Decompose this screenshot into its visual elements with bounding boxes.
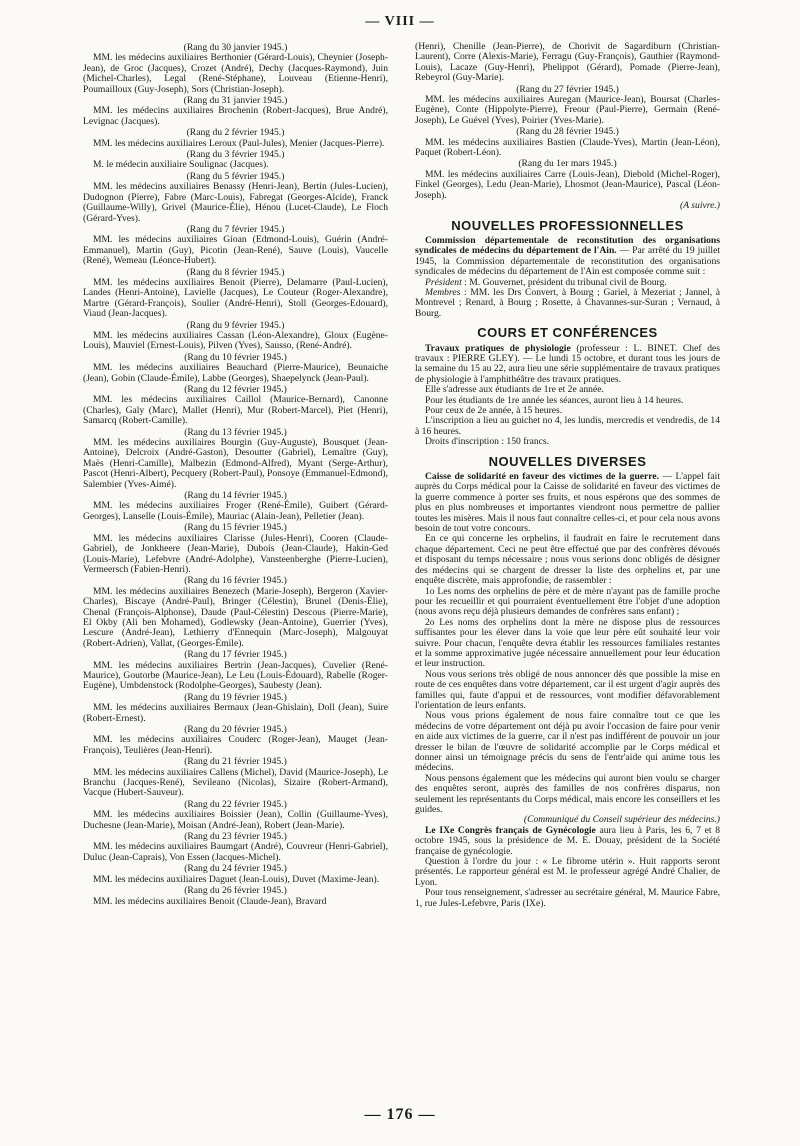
paragraph: MM. les médecins auxiliaires Froger (René-Émile), Guibert (Gérard-Georges), Lanselle (Louis-Émile), Mauriac (Alain-Jean), Pelletier (Jean). [83, 500, 388, 522]
rank-date: (Rang du 8 février 1945.) [186, 266, 285, 278]
paragraph-text: : MM. les Drs Convert, à Bourg ; Gariel, à Mezeriat ; Jannel, à Montrevel ; Renard, à Bourg ; Rosette, à Chavannes-sur-Suran ; Vernaud, à Bourg. [415, 286, 720, 319]
paragraph: M. le médecin auxiliaire Soulignac (Jacques). [93, 159, 269, 171]
paragraph: Droits d'inscription : 150 francs. [425, 436, 550, 448]
paragraph: MM. les médecins auxiliaires Benoit (Pierre), Delamarre (Paul-Lucien), Landes (Henri-Antoine), Lavielle (Jacques), Le Couteur (Roger-Alexandre), Martre (Gérard-François), Soulier (André-Henri), Stoll (Georges-Edouard), Viaud (Jean-Jacques). [83, 276, 388, 320]
rank-date: (Rang du 9 février 1945.) [186, 319, 285, 331]
paragraph: Elle s'adresse aux étudiants de 1re et 2e année. [425, 384, 604, 396]
rank-date: (Rang du 10 février 1945.) [184, 351, 287, 363]
paragraph: MM. les médecins auxiliaires Leroux (Paul-Jules), Menier (Jacques-Pierre). [93, 137, 385, 149]
paragraph: MM. les médecins auxiliaires Boissier (Jean), Collin (Guillaume-Yves), Duchesne (Jean-Marie), Moisan (André-Jean), Robert (Jean-Marie). [83, 809, 388, 831]
paragraph: MM. les médecins auxiliaires Auregan (Maurice-Jean), Boursat (Charles-Eugène), Conte (Hippolyte-Pierre), Freour (Paul-Pierre), Germain (René-Joseph), Le Guével (Yves), Poirier (Yves-Marie). [415, 94, 720, 126]
paragraph: MM. les médecins auxiliaires Couderc (Roger-Jean), Mauget (Jean-François), Teulières (Jean-Henri). [83, 734, 388, 756]
left-column [83, 42, 388, 907]
paragraph: En ce qui concerne les orphelins, il faudrait en faire le recrutement dans chaque département. Ceci ne peut être effectué que par des confrères dévoués et disposant du temps nécessaire ; nous vous serions donc obligés de désigner des médecins qui se chargent de dresser la liste des orphelins et, par une enquête discrète, mais approfondie, de rassembler : [415, 533, 720, 587]
paragraph: MM. les médecins auxiliaires Benoit (Claude-Jean), Bravard [93, 895, 327, 907]
lead-in: Le IXe Congrès français de Gynécologie [425, 824, 596, 836]
rank-date: (Rang du 30 janvier 1945.) [183, 42, 288, 53]
paragraph: (Henri), Chenille (Jean-Pierre), de Chorivit de Sagardiburn (Christian-Laurent), Corre (Alexis-Marie), Ferragu (Guy-François), Gauthier (Raymond-Louis), Lacaze (Guy-Henri), Phelippot (Gérard), Pomade (Pierre-Jean), Rebeyrol (Guy-Marie). [415, 41, 720, 84]
paragraph: Pour ceux de 2e année, à 15 heures. [425, 405, 563, 416]
paragraph: Nous pensons également que les médecins qui auront bien voulu se charger des enquêtes seront, auprès des familles de nos confrères disparus, non seulement les représentants du Corps médical, mais encore les conseillers et les guides. [415, 772, 720, 816]
paragraph [415, 472, 720, 534]
paragraph: MM. les médecins auxiliaires Caillol (Maurice-Bernard), Canonne (Charles), Galy (Marc), Mallet (Henri), Mur (Robert-Marcel), Piet (Henri), Samarcq (Robert-Camille). [83, 394, 388, 427]
paragraph: MM. les médecins auxiliaires Gioan (Edmond-Louis), Guérin (André-Emmanuel), Martin (Guy), Picotin (Jean-René), Sauve (Louis), Vaucelle (René), Wemeau (Léonce-Hubert). [83, 234, 388, 267]
section-heading: NOUVELLES PROFESSIONNELLES [451, 217, 684, 233]
paragraph: MM. les médecins auxiliaires Benezech (Marie-Joseph), Bergeron (Xavier-Charles), Biscaye (André-Paul), Bringer (Célestin), Brunel (Denis-Élie), Chenal (François-Alphonse), Daude (Paul-Célestin) Descous (Pierre-Marie), El Okby (Ali ben Mohamed), Godlewsky (Jean-Antoine), Guerrier (Yves), Lescure (André-Jean), Lethierry d'Ennequin (Marc-Joseph), Malgouyat (Robert-Adrien), Vallat, (Georges-Émile). [83, 585, 388, 649]
paragraph: Nous vous prions également de nous faire connaître tout ce que les médecins de votre département ont déjà pu avoir l'occasion de faire pour venir en aide aux victimes de la guerre, car il n'est pas indifférent de pouvoir un jour dresser le bilan de l'œuvre de solidarité accomplie par le Corps médical et donner ainsi un témoignage précis du sens de l'entr'aide qui anime tous les médecins. [415, 710, 720, 774]
lead-in: Caisse de solidarité en faveur des victimes de la guerre. [425, 471, 660, 483]
paragraph: MM. les médecins auxiliaires Brochenin (Robert-Jacques), Brue André), Levignac (Jacques). [83, 105, 388, 127]
page-header: — VIII — [365, 14, 435, 29]
rank-date: (Rang du 2 février 1945.) [186, 127, 285, 139]
paragraph: Pour les étudiants de 1re année les séances, auront lieu à 14 heures. [425, 394, 684, 406]
rank-date: (Rang du 17 février 1945.) [184, 649, 287, 661]
rank-date: (Rang du 23 février 1945.) [184, 831, 287, 843]
rank-date: (Rang du 14 février 1945.) [184, 490, 287, 502]
paragraph: MM. les médecins auxiliaires Baumgart (André), Couvreur (Henri-Gabriel), Duluc (Jean-Caprais), Von Essen (Jacques-Michel). [83, 841, 388, 863]
paragraph: L'inscription a lieu au guichet no 4, les lundis, mercredis et vendredis, de 14 à 16 heures. [415, 415, 720, 437]
paragraph: MM. les médecins auxiliaires Bermaux (Jean-Ghislain), Doll (Jean), Suire (Robert-Ernest). [83, 702, 388, 724]
paragraph: MM. les médecins auxiliaires Berthonier (Gérard-Louis), Cheynier (Joseph-Jean), de Groc (Jacques), Crozet (André), Dechy (Jacques-Raymond), Juin (Michel-Charles), Legal (René-Stéphane), Louveau (Etienne-Henri), Poumailloux (Guy-Joseph), Sors (Christian-Joseph). [83, 52, 388, 95]
paragraph-text: : M. Gouvernet, président du tribunal civil de Bourg. [461, 276, 667, 288]
paragraph: MM. les médecins auxiliaires Bastien (Claude-Yves), Martin (Jean-Léon), Paquet (Robert-Léon). [415, 136, 720, 159]
rank-date: (Rang du 12 février 1945.) [184, 384, 287, 395]
lead-in: Président [425, 276, 462, 288]
rank-date: (Rang du 24 février 1945.) [184, 863, 287, 875]
paragraph: MM. les médecins auxiliaires Daguet (Jean-Louis), Duvet (Maxime-Jean). [93, 873, 380, 885]
lead-in: Commission départementale de reconstitution des organisations syndicales de médecins du département de l'Ain. [415, 234, 720, 257]
paragraph: MM. les médecins auxiliaires Beauchard (Pierre-Maurice), Beunaiche (Jean), Gobin (Claude-Émile), Labbe (Georges), Shaepelynck (Jean-Paul). [83, 362, 388, 384]
paragraph: MM. les médecins auxiliaires Cassan (Léon-Alexandre), Gloux (Eugène-Louis), Mauviel (Ernest-Louis), Pilven (Yves), Sausso, (René-André). [83, 329, 388, 352]
paragraph: 2o Les noms des orphelins dont la mère ne dispose plus de ressources suffisantes pour les élever dans la voie que leur père eût souhaité leur voir suivre. Pour chacun, l'enquête devra établir les ressources familiales restantes et la somme approximative jugée nécessaire annuellement pour leur éducation et leur instruction. [415, 616, 720, 670]
paragraph: MM. les médecins auxiliaires Clarisse (Jules-Henri), Cooren (Claude-Gabriel), de Jonkheere (Jean-Marie), Dubois (Jean-Claude), Hakin-Ged (Louis-Marie), Lefebvre (André-Adolphe), Vansteenberghe (Pierre-Lucien), Vermeersch (Fabien-Henri). [83, 532, 388, 575]
paragraph: MM. les médecins auxiliaires Carre (Louis-Jean), Diebold (Michel-Roger), Finkel (Georges), Ledu (Jean-Marie), Lhosmot (Jean-Maurice), Pascal (Léon-Joseph). [415, 168, 720, 201]
paragraph: MM. les médecins auxiliaires Benassy (Henri-Jean), Bertin (Jules-Lucien), Dudognon (Pierre), Fabre (Marc-Louis), Fabregat (Georges-Alcide), Franck (Guillaume-Willy), Grivel (Maurice-Élie), Hénou (Lucet-Claude), Le Floch (Gérard-Yves). [83, 181, 388, 224]
rank-date: (Rang du 13 février 1945.) [184, 426, 287, 438]
section-heading: COURS ET CONFÉRENCES [477, 325, 658, 341]
paragraph: 1o Les noms des orphelins de père et de mère n'ayant pas de famille proche pour les recueillir et qui pourraient éventuellement être l'objet d'une adoption (nous avons reçu déjà plusieurs demandes de confrères sans enfant) ; [415, 585, 720, 618]
paragraph: MM. les médecins auxiliaires Bourgin (Guy-Auguste), Bousquet (Jean-Antoine), Delcroix (André-Gaston), Desoutter (Gabriel), Lemaître (Guy), Maës (Henri-Camille), Malbezin (Edmond-Alfred), Myant (Serge-Arthur), Pascot (Henri-Albert), Pecquery (Robert-Paul), Ponsoye (Emmanuel-Edmond), Salembier (Yves-Aimé). [83, 437, 388, 490]
right-column [415, 42, 720, 909]
paragraph [415, 288, 720, 319]
paragraph [415, 344, 720, 386]
rank-date: (Rang du 15 février 1945.) [184, 522, 287, 534]
rank-date: (Rang du 31 janvier 1945.) [183, 95, 288, 107]
rank-date: (Rang du 1er mars 1945.) [518, 158, 617, 170]
rank-date: (Rang du 5 février 1945.) [186, 170, 285, 182]
paragraph: MM. les médecins auxiliaires Callens (Michel), David (Maurice-Joseph), Le Branchu (Jacques-René), Sevileano (Nicolas), Sizaire (Robert-Armand), Vacque (Hubert-Sauveur). [83, 766, 388, 799]
rank-date: (Rang du 20 février 1945.) [184, 724, 287, 735]
paragraph: Pour tous renseignement, s'adresser au secrétaire général, M. Maurice Fabre, 1, rue Jules-Lefebvre, Paris (IXe). [415, 887, 720, 909]
rank-date: (Rang du 7 février 1945.) [186, 223, 285, 235]
rank-date: (Rang du 19 février 1945.) [184, 691, 287, 703]
paragraph: MM. les médecins auxiliaires Bertrin (Jean-Jacques), Cuvelier (René-Maurice), Goutorbe (Maurice-Jean), Le Leu (Louis-Édouard), Rabelle (Roger-Eugène), Umbdenstock (Rodolphe-Georges), Saubesty (Jean). [83, 659, 388, 692]
rank-date: (Rang du 3 février 1945.) [186, 149, 285, 161]
paragraph [415, 826, 720, 857]
paragraph: Nous vous serions très obligé de nous annoncer dès que possible la mise en route de ces enquêtes dans votre département, car il est urgent d'agir auprès des familles qui, faute d'appui et de ressources, vont modifier défavorablement l'orientation de leurs enfants. [415, 668, 720, 711]
rank-date: (Rang du 22 février 1945.) [184, 798, 287, 810]
lead-in: Travaux pratiques de physiologie [425, 342, 571, 354]
paragraph-text: — Par arrêté du 19 juillet 1945, la Commission départementale de reconstitution des organisations syndicales de médecins du département de l'Ain est composée comme suit : [415, 245, 720, 278]
paragraph [415, 236, 720, 278]
rank-date: (Rang du 28 février 1945.) [516, 126, 619, 138]
rank-date: (Rang du 27 février 1945.) [516, 83, 619, 95]
rank-date: (Rang du 21 février 1945.) [184, 756, 287, 768]
attribution: (Communiqué du Conseil supérieur des médecins.) [523, 814, 720, 826]
page-number: — 176 — [364, 1106, 436, 1123]
paragraph-text: — L'appel fait auprès du Corps médical pour la Caisse de solidarité en faveur des victimes de la guerre commence à porter ses fruits, et nous espérons que des sommes de plus en plus nombreuses et importantes viendront nous permettre de pallier toutes les misères. Mais il nous faut connaître celles-ci, et pour cela nous avons besoin de tout votre concours. [415, 471, 720, 535]
paragraph-text: aura lieu à Paris, les 6, 7 et 8 octobre 1945, sous la présidence de M. E. Douay, président de la Société française de gynécologie. [415, 824, 720, 857]
rank-date: (Rang du 16 février 1945.) [184, 575, 287, 587]
lead-in: Membres [425, 286, 461, 298]
attribution: (A suivre.) [680, 200, 720, 212]
paragraph: Question à l'ordre du jour : « Le fibrome utérin ». Huit rapports seront présentés. Le rapporteur général est M. le professeur agrégé André Chalier, de Lyon. [415, 856, 720, 888]
paragraph-text: (professeur : L. BINET. Chef des travaux : PIERRE GLEY). — Le lundi 15 octobre, et durant tous les jours de la semaine du 15 au 22, aura lieu une série supplémentaire de travaux pratiques de physiologie à l'amphithéâtre des travaux pratiques. [415, 342, 720, 385]
rank-date: (Rang du 26 février 1945.) [184, 885, 287, 897]
section-heading: NOUVELLES DIVERSES [488, 453, 647, 469]
